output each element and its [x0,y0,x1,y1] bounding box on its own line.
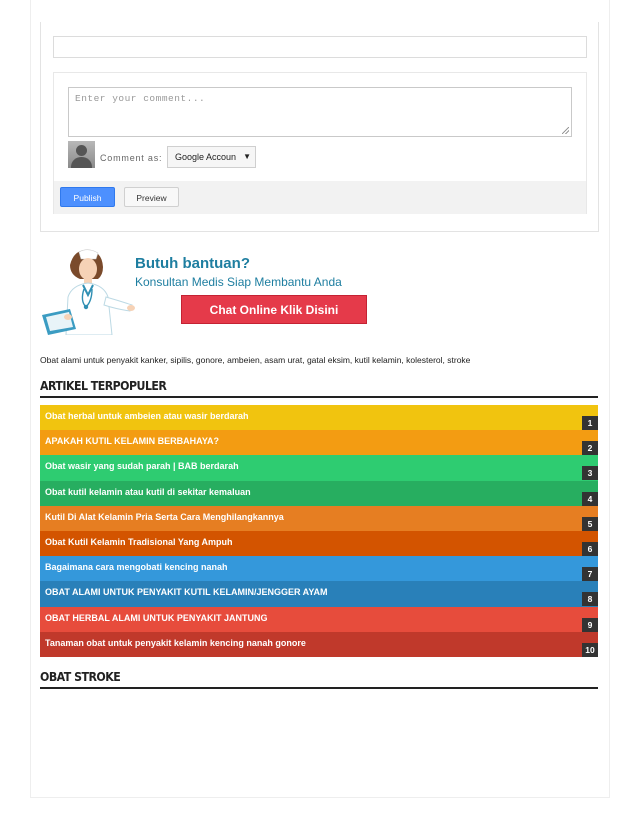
popular-item-link[interactable]: OBAT ALAMI UNTUK PENYAKIT KUTIL KELAMIN/JENGGER AYAM [45,587,328,598]
nurse-illustration-icon [40,245,135,335]
popular-item-rank-badge: 5 [582,517,598,531]
popular-item-rank-badge: 2 [582,441,598,455]
popular-item-link[interactable]: APAKAH KUTIL KELAMIN BERBAHAYA? [45,436,220,447]
comment-textarea[interactable] [68,87,572,137]
dropdown-arrow-icon: ▼ [243,152,251,161]
popular-item-link[interactable]: Tanaman obat untuk penyakit kelamin kencing nanah gonore [45,637,306,648]
comment-form-footer [54,181,586,214]
popular-item-rank-badge: 8 [582,592,598,606]
comment-section [40,22,599,232]
site-tagline: Obat alami untuk penyakit kanker, sipilis, gonore, ambeien, asam urat, gatal eksim, kutil kelamin, kolesterol, stroke [40,355,471,365]
popular-item[interactable] [40,531,598,556]
popular-item-rank-badge: 4 [582,492,598,506]
publish-button[interactable]: Publish [60,187,115,207]
stroke-heading: OBAT STROKE [40,669,121,684]
popular-item[interactable] [40,556,598,581]
comment-top-field [53,36,587,58]
account-select-value: Google Accoun [175,152,237,162]
popular-item-link[interactable]: Obat Kutil Kelamin Tradisional Yang Ampuh [45,536,233,547]
popular-item-rank-badge: 7 [582,567,598,581]
avatar-body [71,157,92,168]
popular-list [40,405,598,657]
popular-item-rank-badge: 3 [582,466,598,480]
popular-item-link[interactable]: OBAT HERBAL ALAMI UNTUK PENYAKIT JANTUNG [45,612,268,623]
popular-heading-rule [40,396,598,398]
comment-placeholder: Enter your comment... [75,93,206,104]
account-select[interactable] [167,146,256,168]
popular-heading: ARTIKEL TERPOPULER [40,378,167,393]
popular-item-rank-badge: 9 [582,618,598,632]
popular-item[interactable] [40,455,598,480]
popular-item-link[interactable]: Kutil Di Alat Kelamin Pria Serta Cara Menghilangkannya [45,511,284,522]
help-banner[interactable] [40,245,370,335]
popular-item[interactable] [40,632,598,657]
resize-grip-icon[interactable] [562,127,569,134]
comment-as-label: Comment as: [100,153,163,163]
popular-item-link[interactable]: Obat herbal untuk ambeien atau wasir berdarah [45,411,249,421]
popular-item[interactable] [40,481,598,506]
banner-subtitle: Konsultan Medis Siap Membantu Anda [135,275,342,289]
popular-item-link[interactable]: Obat kutil kelamin atau kutil di sekitar kemaluan [45,486,251,497]
popular-item-rank-badge: 6 [582,542,598,556]
popular-item-rank-badge: 10 [582,643,598,657]
popular-item[interactable] [40,506,598,531]
popular-item[interactable] [40,581,598,606]
chat-online-button[interactable]: Chat Online Klik Disini [181,295,367,324]
banner-title: Butuh bantuan? [135,255,250,272]
popular-item-link[interactable]: Obat wasir yang sudah parah | BAB berdarah [45,461,239,472]
popular-item-rank-badge: 1 [582,416,598,430]
popular-item[interactable] [40,430,598,455]
preview-button[interactable]: Preview [124,187,179,207]
avatar [68,141,95,168]
stroke-heading-rule [40,687,598,689]
popular-item[interactable] [40,405,598,430]
popular-item-link[interactable]: Bagaimana cara mengobati kencing nanah [45,562,228,573]
comment-form [53,72,587,214]
avatar-head [76,145,87,156]
popular-item[interactable] [40,607,598,632]
